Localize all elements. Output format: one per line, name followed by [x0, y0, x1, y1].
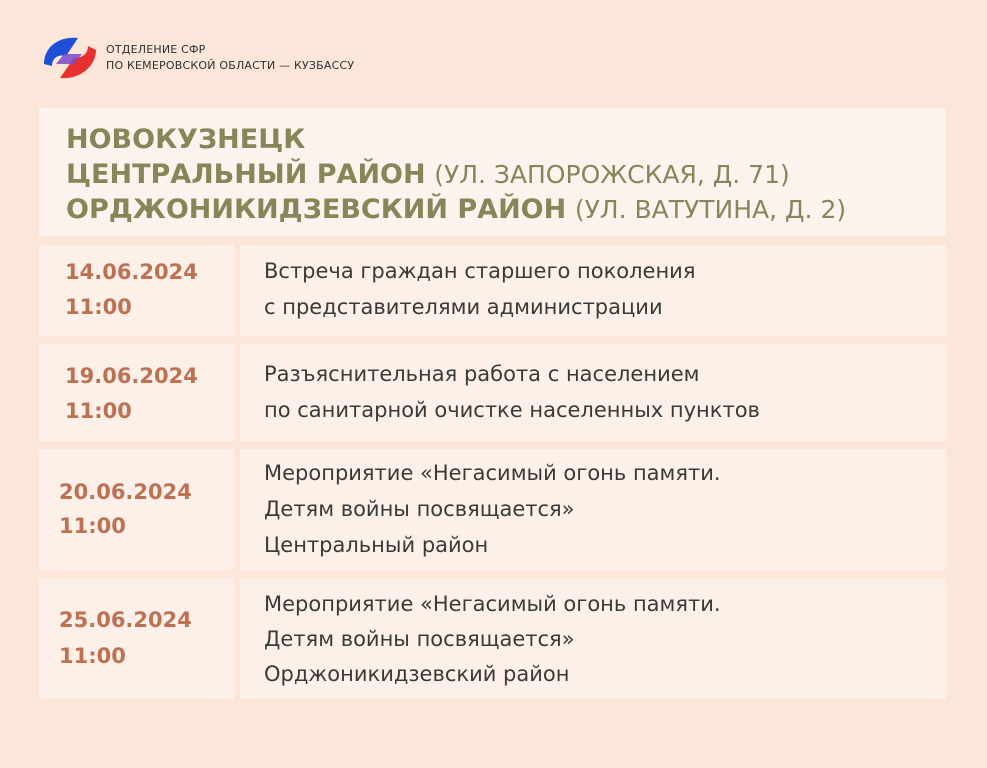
organization-line-2: ПО КЕМЕРОВСКОЙ ОБЛАСТИ — КУЗБАССУ	[106, 59, 355, 72]
event-description-cell	[240, 344, 946, 441]
sfr-logo-icon	[38, 30, 102, 86]
event-time: 11:00	[65, 399, 132, 423]
district-address-1: (УЛ. ЗАПОРОЖСКАЯ, Д. 71)	[434, 160, 790, 189]
event-description-line: Детям войны посвящается»	[264, 627, 575, 651]
event-description-line: Встреча граждан старшего поколения	[264, 259, 696, 283]
event-row	[39, 449, 946, 570]
event-description-line: Центральный район	[264, 533, 489, 557]
event-date-cell	[39, 578, 234, 699]
event-row	[39, 578, 946, 699]
event-description-line: по санитарной очистке населенных пунктов	[264, 398, 760, 422]
event-date: 20.06.2024	[59, 480, 192, 504]
event-row	[39, 245, 946, 336]
district-address-2: (УЛ. ВАТУТИНА, Д. 2)	[574, 195, 847, 224]
district-name-2: ОРДЖОНИКИДЗЕВСКИЙ РАЙОН	[66, 194, 567, 225]
event-time: 11:00	[59, 644, 126, 668]
event-date: 14.06.2024	[65, 260, 198, 284]
event-description-line: Мероприятие «Негасимый огонь памяти.	[264, 461, 721, 485]
event-date-cell	[39, 344, 234, 441]
organization-line-1: ОТДЕЛЕНИЕ СФР	[106, 43, 206, 56]
event-description-line: Орджоникидзевский район	[264, 662, 570, 686]
event-description-cell	[240, 245, 946, 336]
location-header	[39, 108, 946, 236]
event-row	[39, 344, 946, 441]
event-description-line: Мероприятие «Негасимый огонь памяти.	[264, 592, 721, 616]
event-description-cell	[240, 578, 946, 699]
event-description-line: Детям войны посвящается»	[264, 497, 575, 521]
city-title: НОВОКУЗНЕЦК	[66, 124, 306, 155]
event-date-cell	[39, 245, 234, 336]
district-line-2	[66, 192, 946, 227]
organization-name	[106, 42, 354, 74]
event-description-line: с представителями администрации	[264, 295, 663, 319]
event-date: 25.06.2024	[59, 608, 192, 632]
event-time: 11:00	[59, 514, 126, 538]
event-time: 11:00	[65, 295, 132, 319]
event-date-cell	[39, 449, 234, 570]
event-date: 19.06.2024	[65, 364, 198, 388]
district-name-1: ЦЕНТРАЛЬНЫЙ РАЙОН	[66, 159, 426, 190]
event-description-line: Разъяснительная работа с населением	[264, 362, 700, 386]
event-description-cell	[240, 449, 946, 570]
district-line-1	[66, 157, 946, 192]
